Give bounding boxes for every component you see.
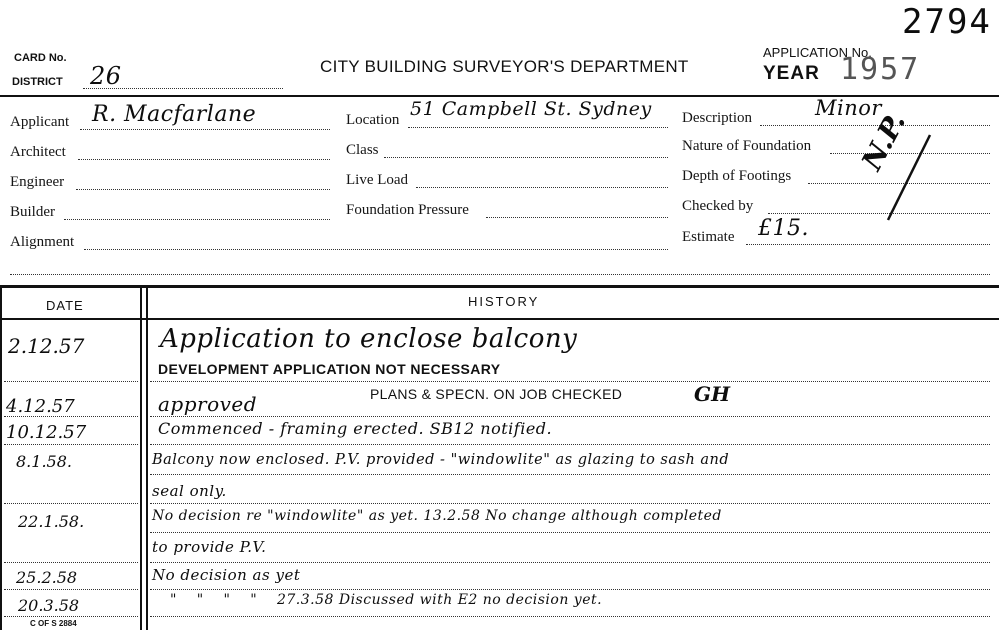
district-value: 26 [90, 62, 122, 90]
year-value: 1957 [840, 52, 921, 87]
history-entry: to provide P.V. [152, 538, 267, 556]
engineer-label: Engineer [10, 174, 65, 190]
application-no-label: APPLICATION No. [763, 45, 872, 60]
alignment-label: Alignment [10, 234, 75, 250]
history-entry: No decision as yet [152, 566, 301, 584]
history-column-header: HISTORY [468, 294, 540, 309]
checked-by-label: Checked by [682, 198, 754, 214]
history-entry: Balcony now enclosed. P.V. provided - "windowlite" as glazing to sash and [152, 452, 730, 468]
district-label: DISTRICT [12, 76, 63, 88]
estimate-label: Estimate [682, 229, 735, 245]
applicant-label: Applicant [10, 114, 70, 130]
history-date: 8.1.58. [16, 452, 72, 471]
history-date: 10.12.57 [6, 422, 87, 443]
history-date: 25.2.58 [16, 568, 78, 587]
checker-initials: GH [694, 382, 730, 406]
description-value: Minor [815, 96, 882, 120]
live-load-label: Live Load [346, 172, 409, 188]
estimate-value: £15. [758, 216, 809, 241]
depth-of-footings-label: Depth of Footings [682, 168, 792, 184]
history-entry: " " " " 27.3.58 Discussed with E2 no decision yet. [170, 592, 603, 608]
foundation-pressure-label: Foundation Pressure [346, 202, 469, 218]
history-date: 2.12.57 [8, 334, 85, 358]
application-number: 2794 [902, 2, 992, 42]
history-entry: Commenced - framing erected. SB12 notified. [158, 419, 553, 438]
history-stamp: DEVELOPMENT APPLICATION NOT NECESSARY [158, 361, 501, 377]
np-mark: N.P. [855, 107, 913, 176]
nature-of-foundation-label: Nature of Foundation [682, 138, 812, 154]
builder-label: Builder [10, 204, 55, 220]
location-label: Location [346, 112, 400, 128]
history-entry: Application to enclose balcony [160, 324, 578, 354]
checkmark-slash [870, 130, 940, 230]
form-code: C OF S 2884 [30, 619, 77, 628]
class-label: Class [346, 142, 379, 158]
history-entry: approved [158, 392, 258, 416]
history-date: 20.3.58 [18, 596, 80, 615]
description-label: Description [682, 110, 752, 126]
year-label: YEAR [763, 63, 820, 84]
applicant-value: R. Macfarlane [92, 102, 257, 127]
history-date: 4.12.57 [6, 396, 75, 417]
history-date: 22.1.58. [18, 512, 85, 531]
history-stamp: PLANS & SPECN. ON JOB CHECKED [370, 386, 623, 402]
date-column-header: DATE [46, 298, 84, 313]
architect-label: Architect [10, 144, 66, 160]
page-title: CITY BUILDING SURVEYOR'S DEPARTMENT [320, 57, 689, 76]
history-entry: No decision re "windowlite" as yet. 13.2.58 No change although completed [152, 508, 722, 524]
location-value: 51 Campbell St. Sydney [410, 98, 652, 120]
history-entry: seal only. [152, 482, 227, 500]
card-no-label: CARD No. [14, 52, 67, 64]
